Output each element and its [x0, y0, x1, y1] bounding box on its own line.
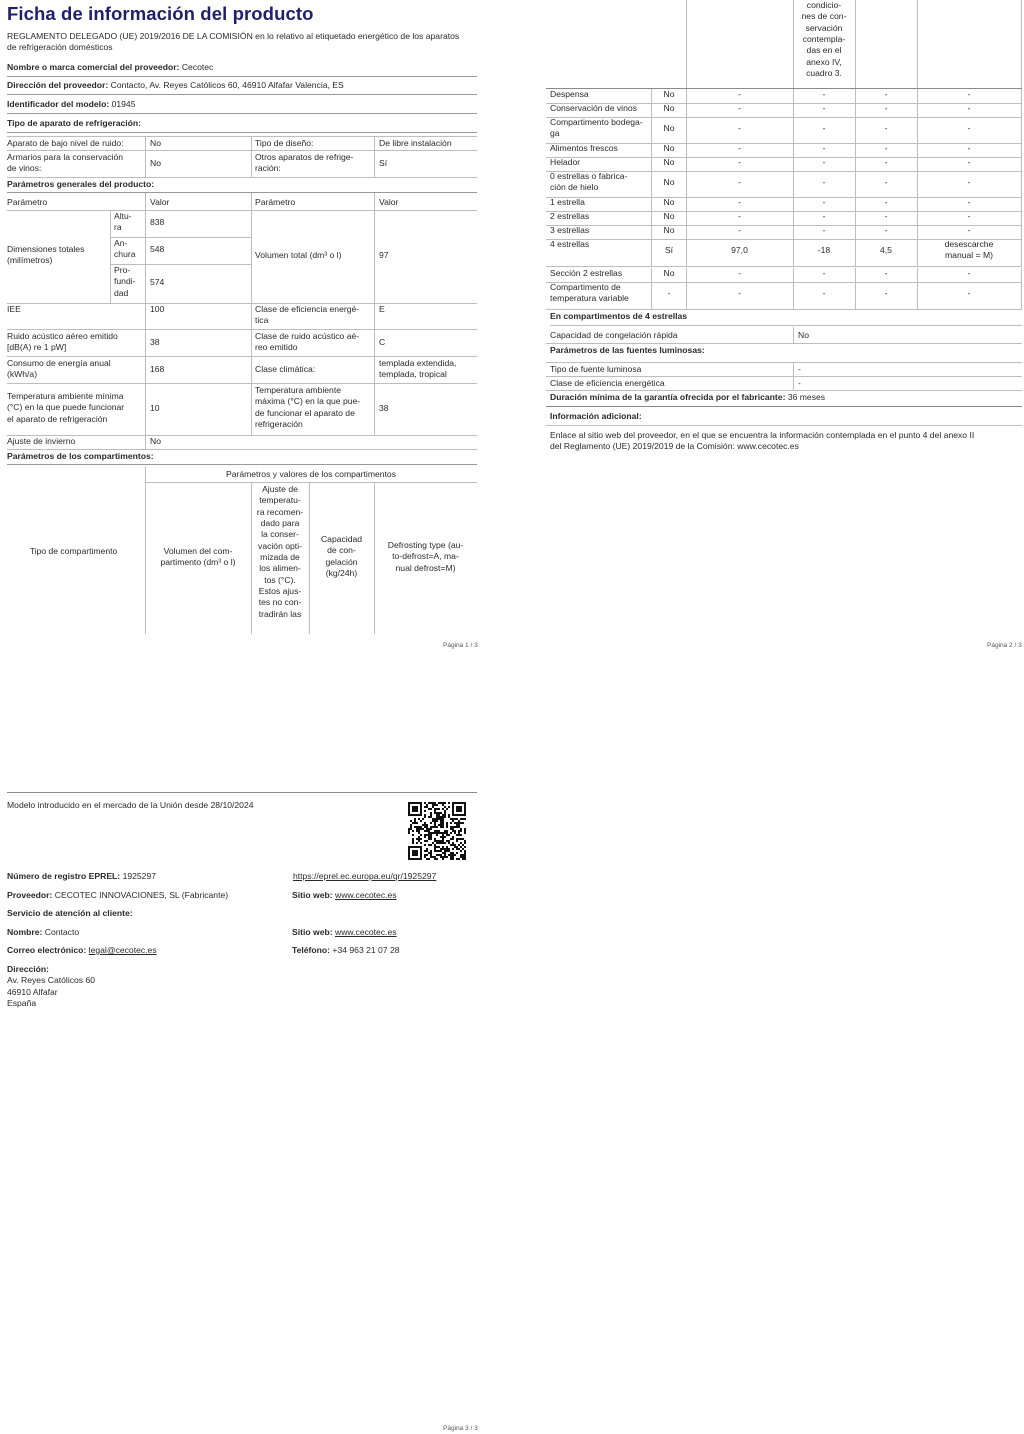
compartment-temp: -	[822, 211, 826, 221]
compartment-volume: -	[738, 123, 741, 133]
compartment-name: Despensa	[550, 89, 589, 99]
compartment-name: 3 estrellas	[550, 225, 590, 235]
compartment-volume: -	[738, 197, 741, 207]
compartment-present: No	[663, 225, 675, 235]
design-label: Tipo de diseño:	[255, 138, 314, 148]
compartment-defrost: -	[967, 268, 971, 278]
compartment-row	[546, 282, 1022, 310]
recommended-temp-header-continued: condicio- nes de con- servación contempla- das en el anexo IV, cuadro 3.	[801, 0, 847, 79]
compartment-freeze: -	[884, 177, 888, 187]
compartment-temp: -	[822, 177, 826, 187]
col-value-header: Valor	[150, 197, 170, 207]
compartment-volume: -	[738, 143, 741, 153]
compartment-temp: -	[822, 103, 826, 113]
climate-class-label: Clase climática:	[255, 364, 316, 374]
email-row: Correo electrónico: legal@cecotec.es	[7, 945, 157, 955]
compartment-defrost: -	[967, 103, 971, 113]
compartment-freeze: -	[884, 103, 888, 113]
regulation-text: REGLAMENTO DELEGADO (UE) 2019/2016 DE LA COMISIÓN en lo relativo al etiquetado energético de los aparatos de refrigeración domésticos	[7, 31, 460, 53]
compartment-row	[546, 197, 1022, 212]
compartment-name: 4 estrellas	[550, 239, 590, 249]
compartment-row	[546, 157, 1022, 172]
compartment-present: No	[663, 123, 675, 133]
compartment-present: No	[663, 211, 675, 221]
energy-consumption-value: 168	[150, 364, 165, 374]
compartment-volume: -	[738, 288, 741, 298]
compartment-present: No	[663, 103, 675, 113]
compartment-freeze: -	[884, 288, 888, 298]
other-appliance-value: Sí	[379, 158, 388, 168]
compartment-row	[546, 117, 1022, 144]
phone-row: Teléfono: +34 963 21 07 28	[292, 945, 400, 955]
low-noise-value: No	[150, 138, 161, 148]
max-temp-value: 38	[379, 403, 389, 413]
service-website-row: Sitio web: www.cecotec.es	[292, 927, 397, 937]
winter-value: No	[150, 436, 161, 446]
eprel-number: Número de registro EPREL: 1925297	[7, 871, 157, 881]
width-label: An- chura	[114, 238, 136, 260]
page-number-3: Página 3 / 3	[443, 1425, 478, 1432]
compartment-name: Conservación de vinos	[550, 103, 637, 113]
light-type-value: -	[798, 364, 801, 374]
fast-freeze-label: Capacidad de congelación rápida	[550, 330, 678, 340]
compartment-present: No	[663, 89, 675, 99]
compartment-temp: -	[822, 157, 826, 167]
max-temp-label: Temperatura ambiente máxima (°C) en la que pue- de funcionar el aparato de refrigeración	[255, 385, 361, 430]
dimensions-label: Dimensiones totales (milímetros)	[7, 244, 85, 266]
compartment-freeze: -	[884, 211, 888, 221]
compartment-defrost: -	[967, 89, 971, 99]
compartment-volume: -	[738, 177, 741, 187]
compartment-freeze: -	[884, 123, 888, 133]
wine-cabinet-value: No	[150, 158, 161, 168]
page-number-1: Página 1 / 3	[443, 642, 478, 649]
compartment-name: 0 estrellas o fabrica- ción de hielo	[550, 171, 628, 193]
noise-class-label: Clase de ruido acústico aé- reo emitido	[255, 331, 360, 353]
compartment-temp: -	[822, 225, 826, 235]
light-heading: Parámetros de las fuentes luminosas:	[550, 345, 705, 355]
compartment-present: No	[663, 197, 675, 207]
total-volume-value: 97	[379, 250, 389, 260]
compartment-name: Alimentos frescos	[550, 143, 618, 153]
warranty-row: Duración mínima de la garantía ofrecida por el fabricante: 36 meses	[550, 392, 826, 402]
eprel-link[interactable]: https://eprel.ec.europa.eu/qr/1925297	[293, 871, 437, 881]
compartment-volume: -	[738, 211, 741, 221]
compartment-freeze: -	[884, 197, 888, 207]
compartment-present: Sí	[664, 245, 674, 255]
compartment-defrost: -	[967, 225, 971, 235]
compartment-volume: -	[738, 157, 741, 167]
compartment-present: No	[663, 268, 675, 278]
defrost-type-header: Defrosting type (au- to-defrost=A, ma- nual defrost=M)	[387, 540, 464, 573]
compartment-defrost: desescarche manual = M)	[944, 239, 994, 261]
compartment-row	[546, 89, 1022, 104]
height-value: 838	[150, 217, 165, 227]
noise-class-value: C	[379, 337, 386, 347]
compartment-freeze: -	[884, 143, 888, 153]
qr-code-icon[interactable]	[408, 801, 466, 861]
wine-cabinet-label: Armarios para la conservación de vinos:	[7, 152, 124, 174]
width-value: 548	[150, 244, 165, 254]
compartments-heading: Parámetros de los compartimentos:	[7, 451, 477, 465]
other-appliance-label: Otros aparatos de refrige- ración:	[255, 152, 354, 174]
col-value-header-2: Valor	[379, 197, 399, 207]
recommended-temp-header: Ajuste de temperatu- ra recomen- dado para la conser- vación opti- mizada de los alimen- tos (°C). Estos ajus- tes no con- tradirán las	[256, 484, 304, 619]
light-class-value: -	[798, 378, 801, 388]
compartment-freeze: -	[884, 225, 888, 235]
winter-label: Ajuste de invierno	[7, 436, 76, 446]
compartment-name: Compartimento bodega- ga	[550, 117, 643, 139]
iee-label: IEE	[7, 304, 21, 314]
min-temp-label: Temperatura ambiente mínima (°C) en la que puede funcionar el aparato de refrigeración	[7, 391, 125, 424]
col-param-header: Parámetro	[7, 197, 48, 207]
height-label: Altu- ra	[114, 211, 132, 233]
fast-freeze-value: No	[798, 330, 809, 340]
compartment-name: 2 estrellas	[550, 211, 590, 221]
compartment-freeze: 4,5	[880, 245, 892, 255]
compartment-defrost: -	[967, 197, 971, 207]
energy-class-label: Clase de eficiencia energé- tica	[255, 304, 360, 326]
compartment-row	[546, 143, 1022, 158]
customer-service-heading: Servicio de atención al cliente:	[7, 908, 133, 918]
compartment-freeze: -	[884, 89, 888, 99]
compartment-defrost: -	[967, 143, 971, 153]
climate-class-value: templada extendida, templada, tropical	[379, 358, 457, 380]
compartments-group-header: Parámetros y valores de los compartimentos	[225, 469, 397, 479]
compartment-name: 1 estrella	[550, 197, 585, 207]
compartment-name: Compartimento de temperatura variable	[550, 282, 629, 304]
noise-value: 38	[150, 337, 160, 347]
compartment-temp: -	[822, 143, 826, 153]
compartment-present: -	[667, 288, 671, 298]
compartment-volume: -	[738, 225, 741, 235]
compartment-temp: -	[822, 288, 826, 298]
provider-row: Proveedor: CECOTEC INNOVACIONES, SL (Fabricante)	[7, 890, 229, 900]
supplier-address-row: Dirección del proveedor: Contacto, Av. Reyes Católicos 60, 46910 Alfafar Valencia, ES	[7, 80, 477, 95]
compartment-volume: -	[738, 89, 741, 99]
noise-label: Ruido acústico aéreo emitido [dB(A) re 1 pW]	[7, 331, 118, 353]
page-title: Ficha de información del producto	[7, 3, 314, 24]
compartment-defrost: -	[967, 123, 971, 133]
compartment-volume: 97,0	[731, 245, 748, 255]
compartment-temp: -18	[817, 245, 831, 255]
supplier-brand-row: Nombre o marca comercial del proveedor: Cecotec	[7, 62, 477, 77]
compartment-name: Helador	[550, 157, 581, 167]
compartment-present: No	[663, 143, 675, 153]
min-temp-value: 10	[150, 403, 160, 413]
light-type-label: Tipo de fuente luminosa	[550, 364, 642, 374]
compartment-freeze: -	[884, 157, 888, 167]
model-id-row: Identificador del modelo: 01945	[7, 99, 477, 114]
page-number-2: Página 2 / 3	[987, 642, 1022, 649]
energy-consumption-label: Consumo de energía anual (kWh/a)	[7, 358, 111, 380]
compartment-row	[546, 211, 1022, 226]
freezing-capacity-header: Capacidad de con- gelación (kg/24h)	[320, 534, 363, 579]
iee-value: 100	[150, 304, 165, 314]
energy-class-value: E	[379, 304, 385, 314]
additional-text: Enlace al sitio web del proveedor, en el que se encuentra la información contemplada en el punto 4 del anexo II del Reglamento (UE) 2019/2019 de la Comisión: www.cecotec.es	[550, 430, 975, 452]
compartment-row	[546, 171, 1022, 198]
low-noise-label: Aparato de bajo nivel de ruido:	[7, 138, 124, 148]
depth-label: Pro- fundi- dad	[114, 265, 136, 298]
postal-address: Dirección: Av. Reyes Católicos 60 46910 Alfafar España	[7, 964, 96, 1009]
service-website-link[interactable]: www.cecotec.es	[334, 927, 397, 937]
additional-heading: Información adicional:	[550, 411, 642, 421]
compartment-name: Sección 2 estrellas	[550, 268, 623, 278]
compartment-volume: -	[738, 268, 741, 278]
compartment-defrost: -	[967, 177, 971, 187]
col-param-header-2: Parámetro	[255, 197, 296, 207]
compartment-defrost: -	[967, 157, 971, 167]
compartment-temp: -	[822, 268, 826, 278]
compartment-temp: -	[822, 197, 826, 207]
compartment-present: No	[663, 177, 675, 187]
website-link[interactable]: www.cecotec.es	[334, 890, 397, 900]
general-heading: Parámetros generales del producto:	[7, 179, 477, 193]
website-row: Sitio web: www.cecotec.es	[292, 890, 397, 900]
compartment-type-header: Tipo de compartimento	[29, 546, 118, 556]
four-star-heading: En compartimentos de 4 estrellas	[550, 311, 1022, 326]
compartment-row	[546, 239, 1022, 267]
total-volume-label: Volumen total (dm³ o l)	[255, 250, 342, 260]
compartment-present: No	[663, 157, 675, 167]
market-date: Modelo introducido en el mercado de la Unión desde 28/10/2024	[7, 800, 254, 810]
compartment-row	[546, 225, 1022, 240]
type-heading: Tipo de aparato de refrigeración:	[7, 118, 477, 133]
compartment-row	[546, 103, 1022, 118]
light-class-label: Clase de eficiencia energética	[550, 378, 665, 388]
compartment-temp: -	[822, 89, 826, 99]
depth-value: 574	[150, 277, 165, 287]
compartment-temp: -	[822, 123, 826, 133]
compartment-defrost: -	[967, 211, 971, 221]
compartment-volume: -	[738, 103, 741, 113]
compartment-row	[546, 268, 1022, 283]
contact-name-row: Nombre: Contacto	[7, 927, 80, 937]
compartment-volume-header: Volumen del com- partimento (dm³ o l)	[160, 546, 236, 568]
compartment-freeze: -	[884, 268, 888, 278]
email-link[interactable]: legal@cecotec.es	[88, 945, 157, 955]
compartment-defrost: -	[967, 288, 971, 298]
design-value: De libre instalación	[379, 138, 452, 148]
